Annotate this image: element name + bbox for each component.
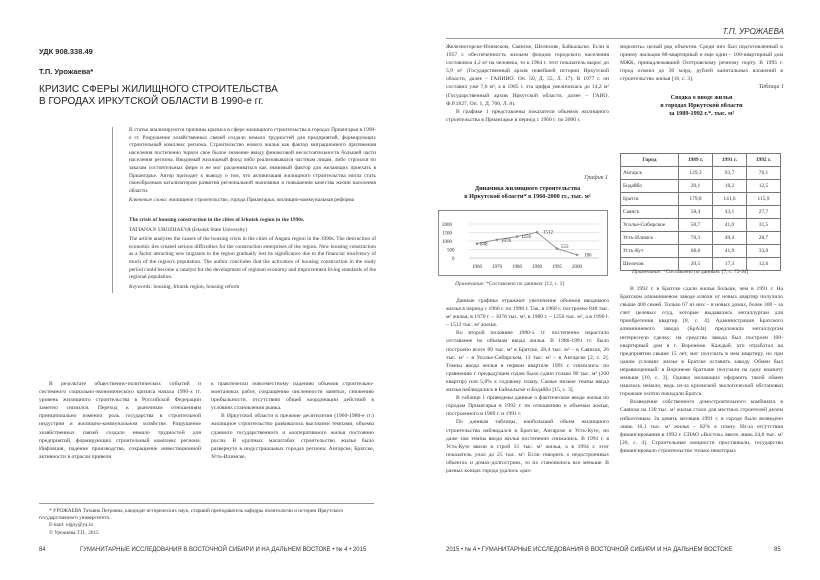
value-cell: 27,7 xyxy=(747,206,781,219)
x-tick: 1990 xyxy=(532,265,542,270)
author-info: * УРОЖАЕВА Татьяна Петровна, кандидат исторических наук, старший преподаватель кафедры политологии и истории Иркутского государственного университета. xyxy=(39,508,344,522)
table-label: Таблица 1 xyxy=(758,84,784,90)
figure-title-line-1: Динамика жилищного строительства xyxy=(474,185,581,192)
paragraph: В результате общественно-политических событий и системного социально-экономического кризиса начала 1990-х гг. уровень жилищного строительства в Российской Федерации заметно снизился. Переход к рыночным отношениям принципиально изменил роль государства в строительной индустрии и жилищно-коммунальном хозяйстве. Разрушение хозяйственных связей создало немало трудностей для предприятий, формирующих строительный комплекс региона. Инфляция, падение производства, сокращение инвестиционной активности в отрасли привели xyxy=(39,381,201,460)
paragraph: В таблице 1 приведены данные о фактическом вводе жилья по городам Приангарья в 1992 г. по отношению к объемам жилья, построенного в 1989 г. и 1991 г. xyxy=(446,395,609,418)
table-row xyxy=(621,167,781,180)
value-cell: 50,7 xyxy=(679,219,713,232)
paragraph: Во второй половине 1980-х гг. постепенно нарастало отставание по объемам ввода жилья. В 1986-1991 гг. было построено всего 89 тыс. м² в Братске, 28,4 тыс. м² – в Саянске, 26 тыс. м² – в Усолье-Сибирском, 13 тыс. м² – в Ангарске [2, с. 2]. Темпы ввода жилья в первом квартале 1991 г. снизились: по сравнению с предыдущим годом было сдано только 90 тыс. м² (260 квартир) или 5,8% к годовому плану. Самые низкие темпы ввода жилья наблюдались в Байкальске и Бодайбо [15, с. 3]. xyxy=(446,330,609,394)
city-cell: Бодайбо xyxy=(621,180,679,193)
column-header: 1991 г. xyxy=(713,154,747,167)
table-title xyxy=(620,94,783,118)
figure-label: График 1 xyxy=(584,175,608,181)
article-author: Т.П. Урожаева* xyxy=(39,67,94,76)
value-cell: 115,9 xyxy=(747,193,781,206)
table-row xyxy=(621,180,781,193)
column-header: Город xyxy=(621,154,679,167)
keywords-en-label: Keywords: xyxy=(129,283,153,290)
column-header: 1989 г. xyxy=(679,154,713,167)
data-label: 1078 xyxy=(501,239,511,244)
table-row xyxy=(621,193,781,206)
paragraph: В графике 1 представлены показатели объемов жилищного строительства в Приангарье в период с 1960 г. по 2000 г. xyxy=(446,108,609,123)
english-author: TATIANA P. UROZHAEVA (Irkutsk State University) xyxy=(129,226,248,233)
value-cell: 12,6 xyxy=(747,258,781,271)
table-note-text: *Составлено по данным: [7, с. 72-94] xyxy=(661,269,749,275)
data-label: 1512 xyxy=(543,230,553,236)
article-title xyxy=(39,84,278,108)
city-cell: Братск xyxy=(621,193,679,206)
data-label: 186 xyxy=(584,253,592,259)
figure-note-label: Примечание: xyxy=(455,281,485,287)
value-cell: 43,1 xyxy=(713,206,747,219)
table-note xyxy=(632,269,748,275)
footnote-divider xyxy=(39,503,374,504)
table-title-line-2: в городах Иркутской области xyxy=(660,102,743,109)
value-cell: 76,1 xyxy=(747,167,781,180)
housing-table xyxy=(620,153,781,271)
value-cell: 31,5 xyxy=(747,219,781,232)
data-label: 553 xyxy=(561,245,569,250)
paragraph: морозить» целый ряд объектов. Среди них был подготовленный к приему жильцов 88-квартирный и еще один – 100-квартирный дом МЖК, принадлежавший Осетровскому речному порту. В 1995 г. город освоил до 30 млрд. рублей капитальных вложений в строительство жилья [16, с. 3]. xyxy=(620,44,783,83)
table-row xyxy=(621,219,781,232)
keywords-ru xyxy=(129,197,376,205)
city-cell: Шелехов xyxy=(621,258,679,271)
value-cell: 70,3 xyxy=(679,232,713,245)
right-column-2-top xyxy=(620,43,783,83)
table-note-label: Примечание: xyxy=(632,269,662,275)
table-row xyxy=(621,232,781,245)
y-tick: 2000 xyxy=(442,223,452,228)
city-cell: Ангарск xyxy=(621,167,679,180)
paragraph: В Иркутской области в прежние десятилетия (1960-1980-е гг.) жилищное строительство развивалось высокими темпами, объемы сданного государственного и кооперативного жилья постоянно росли. В крупных масштабах строительство жилья было развернуто в индустриальных городах региона: Ангарске, Братске, Усть-Илимске, xyxy=(211,413,374,460)
right-page xyxy=(410,0,820,580)
journal-footer-right: 2015 • № 4 • ГУМАНИТАРНЫЕ ИССЛЕДОВАНИЯ В ВОСТОЧНОЙ СИБИРИ И НА ДАЛЬНЕМ ВОСТОКЕ xyxy=(446,547,733,553)
value-cell: 33,0 xyxy=(747,245,781,258)
line-chart xyxy=(438,210,608,276)
value-cell: 179,8 xyxy=(679,193,713,206)
value-cell: 20,5 xyxy=(679,258,713,271)
value-cell: 12,5 xyxy=(747,180,781,193)
body-column-1 xyxy=(39,380,201,461)
y-tick: 500 xyxy=(447,248,455,254)
value-cell: 17,3 xyxy=(713,258,747,271)
body-column-2 xyxy=(211,380,374,461)
keywords-ru-text: жилищное строительство, города Приангарья, жилищно-коммунальная реформа xyxy=(167,197,354,204)
journal-footer-left: ГУМАНИТАРНЫЕ ИССЛЕДОВАНИЯ В ВОСТОЧНОЙ СИБИРИ И НА ДАЛЬНЕМ ВОСТОКЕ • № 4 • 2015 xyxy=(80,547,367,553)
page-number-right: 85 xyxy=(774,547,781,553)
y-tick: 0 xyxy=(452,257,455,262)
header-divider xyxy=(446,38,784,39)
title-line-2: В ГОРОДАХ ИРКУТСКОЙ ОБЛАСТИ В 1990-е гг. xyxy=(39,96,264,107)
abstract-block xyxy=(112,127,376,293)
abstract-ru: В статье анализируются причины кризиса в сфере жилищного строительства в городах Приангарья в 1990-е гг. Разрушение хозяйственных связей создало немало трудностей для предприятий, формирующих строительный комплекс региона. Строительство нового жилья как фактор миграционного притяжения населения постепенно теряло свое былое значение ввиду финансовой несостоятельности большей части населения региона. Вводимый жилищный фонд либо реализовывался частным лицам, либо строился по заказам состоятельных фирм и не мог расцениваться как значимый фактор для желающих приехать в Приангарье. Автор приходит к выводу о том, что активизация жилищного строительства могла стать своеобразным катализатором развития региональной экономики и повышения качества жизни населения области. xyxy=(129,127,376,194)
table-title-line-1: Сводка о вводе жилья xyxy=(670,94,733,101)
value-cell: 41,0 xyxy=(713,219,747,232)
table-row xyxy=(621,245,781,258)
udk-code: УДК 908.338.49 xyxy=(39,47,93,56)
column-header: 1992 г. xyxy=(747,154,781,167)
footnote xyxy=(39,508,374,537)
x-tick: 1970 xyxy=(492,265,502,270)
keywords-en xyxy=(129,284,376,292)
paragraph: к практически повсеместному падению объемов строительно-монтажных работ, сокращению численности занятых, снижению прибыльности, отсутствию общей координации действий в условиях становления рынка. xyxy=(211,381,374,412)
y-tick: 1000 xyxy=(442,240,452,245)
city-cell: Усолье-Сибирское xyxy=(621,219,679,232)
right-column-1-top xyxy=(446,43,609,124)
value-cell: 141,6 xyxy=(713,193,747,206)
abstract-en: The article analyzes the causes of the housing crisis in the cities of Angara region in the 1990s. The destruction of economic ties created serious difficulties for the construction enterprises of the region. New housing construction as a factor attracting new migrants to the region gradually lost its significance due to the financial insolvency of much of the region's population. The author concludes that the activation of housing construction in the study period could become a catalyst for the development of regional economy and improvement living standards of the regional population. xyxy=(129,236,376,281)
chart-svg xyxy=(439,211,609,277)
right-column-2-bottom xyxy=(620,285,783,455)
value-cell: 68,6 xyxy=(679,245,713,258)
data-label: 1256 xyxy=(521,235,531,240)
paragraph: В 1992 г. в Братске сдали жилья больше, чем в 1991 г. На Братском алюминиевом заводе ключи от новых квартир получило свыше 400 семей. Только 67 из них – в новых домах, более 300 – за счет целевых ссуд, которые выдавались металлургам для приобретения квартир [8, с. 4]. Администрация Братского алюминиевого завода (БрАЗа) предложила металлургам интересную сделку: на средства завода был построен 100-квартирный дом в г. Воронеже. Каждый, кто отработал на предприятии свыше 15 лет, мог получить в нем квартиру, но при одном условии: жилье в Братске оставить заводу. Обмен был неравноценный: в Воронеже братчане получали на одну комнату меньше [10, с. 3]. Однако желающих оформить такой обмен нашлось немало, ведь из-за кризисной экологической обстановки горожане охотно покидали Братск. xyxy=(620,286,783,398)
paragraph: По данным таблицы, наибольший объем жилищного строительства наблюдался в Братске, Ангарске и Усть-Куте, но даже там темпы ввода жилья постепенно снижались. В 1991 г. в Усть-Куте ввели в строй 31 тыс. м² жилья, а в 1994 г. этот показатель упал до 25 тыс. м². Если говорить о недостроенных объектах и домах-долгостроях, то их становилось все меньше. В разных концах города удалось «раз- xyxy=(446,419,609,474)
value-cell: 20,1 xyxy=(679,180,713,193)
table-row xyxy=(621,206,781,219)
keywords-en-text: housing, Irkutsk region, housing reform xyxy=(152,283,240,290)
city-cell: Усть-Илимск xyxy=(621,232,679,245)
figure-title xyxy=(446,185,609,201)
x-tick: 1980 xyxy=(512,265,522,270)
city-cell: Саянск xyxy=(621,206,679,219)
figure-title-line-2: в Иркутской области* в 1960-2000 гг., тыс. м² xyxy=(464,193,591,200)
author-email: E-mail: olgoy@ya.ru xyxy=(49,522,93,529)
x-tick: 1995 xyxy=(552,265,562,270)
table-header-row xyxy=(621,154,781,167)
table-title-line-3: за 1989-1992 г.*, тыс. м² xyxy=(668,110,735,117)
y-tick: 1500 xyxy=(442,231,452,237)
title-line-1: КРИЗИС СФЕРЫ ЖИЛИЩНОГО СТРОИТЕЛЬСТВА xyxy=(39,84,278,95)
figure-note xyxy=(455,281,564,287)
value-cell: 129,3 xyxy=(679,167,713,180)
paragraph: Железногорске-Илимском, Саянске, Шелехове, Байкальске. Если в 1957 г. обеспеченность жильем фондом городского населения составляла 4,2 м² на человека, то к 1964 г. этот показатель вырос до 5,9 м² (Государственный архив новейшей истории Иркутской области, далее – ГАНИИО. Оп. 50, Д. 55, Л. 17). В 1977 г. он составил уже 7,6 м², а в 1985 г. эта цифра увеличилась до 14,2 м² (Государственный архив Иркутской области, далее – ГАИО. Ф.Р.1827, Оп. 1, Д. 706, Л. 8). xyxy=(446,44,609,107)
keywords-ru-label: Ключевые слова: xyxy=(129,197,168,204)
page-number-left: 84 xyxy=(39,547,46,553)
x-tick: 2000 xyxy=(572,265,582,270)
figure-note-text: *Составлено по данным: [12, с. 2] xyxy=(484,281,565,287)
value-cell: 28,7 xyxy=(747,232,781,245)
running-head: Т.П. УРОЖАЕВА xyxy=(722,27,784,36)
x-tick: 1960 xyxy=(472,265,482,270)
english-title: The crisis of housing construction in the cities of Irkutsk region in the 1990s. xyxy=(129,216,305,223)
value-cell: 49,4 xyxy=(713,232,747,245)
copyright: © Урожаева Т.П., 2015 xyxy=(49,529,99,536)
paragraph: Данные графика отражают увеличение объемов вводимого жилья в период с 1960 г. по 1990 г. Так, в 1968 г. построено 848 тыс. м² жилья, в 1970 г. – 1078 тыс. м², в 1980 г. – 1256 тыс. м², а в 1990 г. – 1512 тыс. м² жилья. xyxy=(446,298,609,329)
value-cell: 16,2 xyxy=(713,180,747,193)
city-cell: Усть-Кут xyxy=(621,245,679,258)
paragraph: Возведение собственного домостроительного комбината в Саянске на 130 тыс. м² жилья стало для местных строителей делом избыточным. За девять месяцев 1991 г. в городе было возведено лишь 16,1 тыс. м² жилья – 82% к плану. Из-за отсутствия финансирования в 1992 г. СПАО «Восток» ввело лишь 24,8 тыс. м² [20, с. 4]. Строительные мощности простаивали, государство финансировало строительство только некоторых xyxy=(620,399,783,454)
data-label: 848 xyxy=(480,242,488,248)
value-cell: 93,7 xyxy=(713,167,747,180)
value-cell: 58,4 xyxy=(679,206,713,219)
value-cell: 41,9 xyxy=(713,245,747,258)
right-column-1-bottom xyxy=(446,297,609,475)
